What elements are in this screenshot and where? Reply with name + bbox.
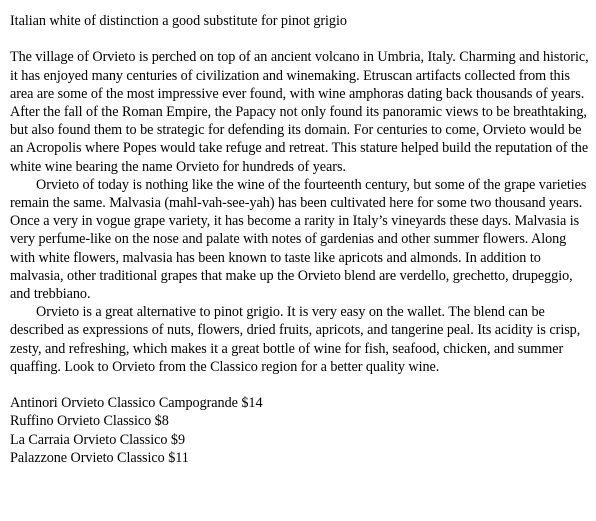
blank-line	[10, 30, 590, 48]
wine-list-item: La Carraia Orvieto Classico $9	[10, 431, 185, 448]
blank-line	[10, 376, 590, 394]
wine-list-item: Antinori Orvieto Classico Campogrande $14	[10, 395, 263, 412]
paragraph-history: The village of Orvieto is perched on top of an ancient volcano in Umbria, Italy. Charming and historic, it has enjoyed many centuries of civilization and winemaking. Etruscan artifacts collected from this area are some of the most impressive ever found, with wine amphoras dating back thousands of years. After the fall of the Roman Empire, the Papacy not only found its panoramic views to be breathtaking, but also found them to be strategic for defending its domain. For centuries to come, Orvieto would be an Acropolis where Popes would take refuge and retreat. This stature helped build the reputation of the white wine bearing the name Orvieto for hundreds of years.	[10, 49, 589, 175]
article-title: Italian white of distinction a good substitute for pinot grigio	[10, 13, 347, 29]
article	[10, 12, 590, 467]
wine-list	[10, 394, 590, 467]
wine-list-item: Palazzone Orvieto Classico $11	[10, 449, 189, 466]
wine-list-item: Ruffino Orvieto Classico $8	[10, 413, 169, 430]
paragraph-grapes: Orvieto of today is nothing like the wine of the fourteenth century, but some of the grape varieties remain the same. Malvasia (mahl-vah-see-yah) has been cultivated here for some two thousand years. Once a very in vogue grape variety, it has become a rarity in Italy’s vineyards these days. Malvasia is very perfume-like on the nose and palate with notes of gardenias and other summer flowers. Along with white flowers, malvasia has been known to taste like apricots and almonds. In addition to malvasia, other traditional grapes that make up the Orvieto blend are verdello, grechetto, drupeggio, and trebbiano.	[10, 176, 587, 303]
paragraph-recommendation: Orvieto is a great alternative to pinot grigio. It is very easy on the wallet. The blend can be described as expressions of nuts, flowers, dried fruits, apricots, and tangerine peal. Its acidity is crisp, zesty, and refreshing, which makes it a great bottle of wine for fish, seafood, chicken, and summer quaffing. Look to Orvieto from the Classico region for a better quality wine.	[10, 304, 581, 375]
